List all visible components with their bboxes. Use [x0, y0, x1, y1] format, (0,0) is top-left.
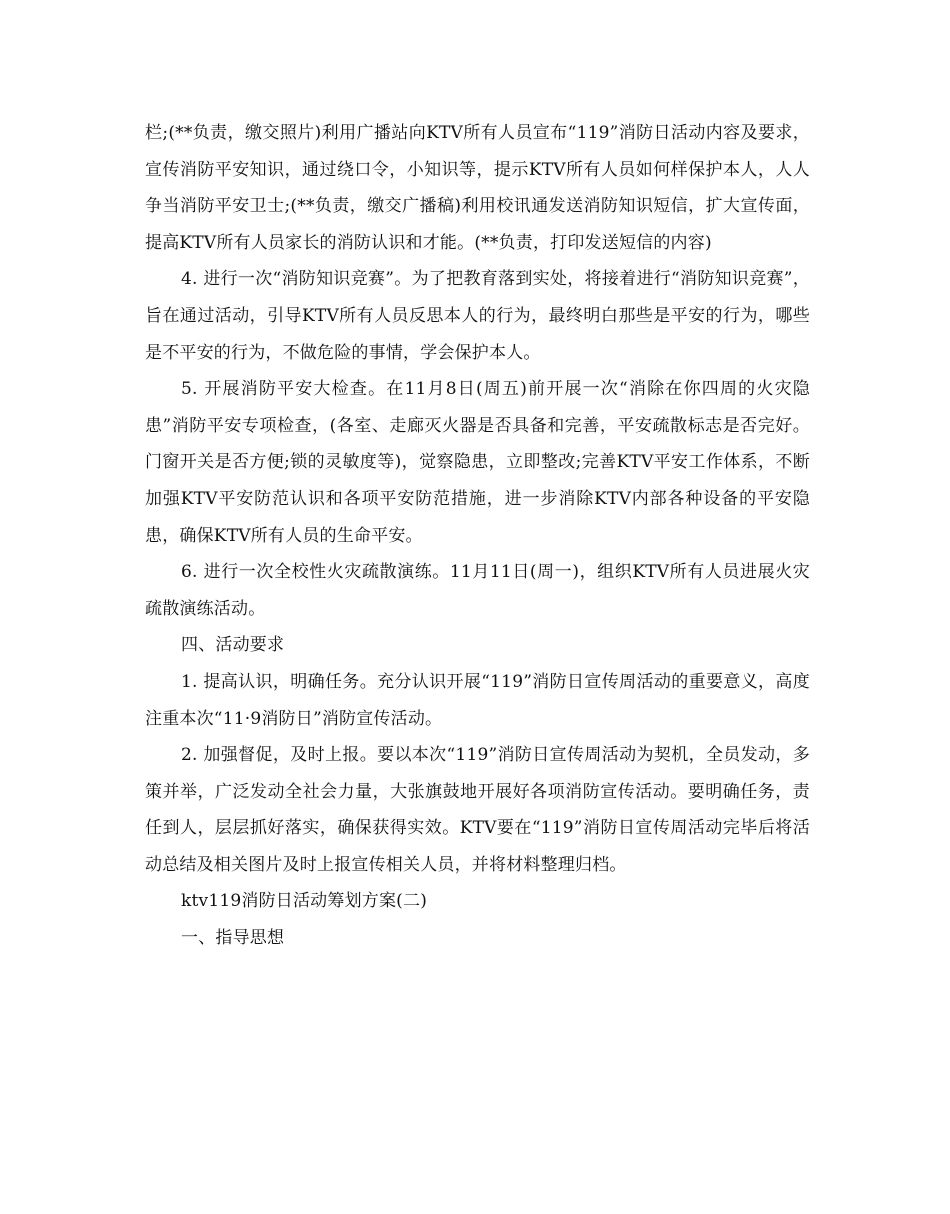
- paragraph-item-6: 6. 进行一次全校性火灾疏散演练。11月11日(周一)，组织KTV所有人员进展火灾疏散演练活动。: [145, 562, 810, 619]
- section-heading-guiding-ideology: 一、指导思想: [181, 928, 285, 949]
- paragraph-item-5: 5. 开展消防平安大检查。在11月8日(周五)前开展一次“消除在你四周的火灾隐患”消防平安专项检查，(各室、走廊灭火器是否具备和完善，平安疏散标志是否完好。门窗开关是否方便;锁的灵敏度等)，觉察隐患，立即整改;完善KTV平安工作体系，不断加强KTV平安防范认识和各项平安防范措施，进一步消除KTV内部各种设备的平安隐患，确保KTV所有人员的生命平安。: [145, 379, 810, 546]
- paragraph-requirement-1: 1. 提高认识，明确任务。充分认识开展“119”消防日宣传周活动的重要意义，高度注重本次“11·9消防日”消防宣传活动。: [145, 671, 810, 729]
- paragraph-item-4: 4. 进行一次“消防知识竞赛”。为了把教育落到实处，将接着进行“消防知识竞赛”，旨在通过活动，引导KTV所有人员反思本人的行为，最终明白那些是平安的行为，哪些是不平安的行为，不做危险的事情，学会保护本人。: [145, 269, 810, 363]
- document-body: [145, 115, 810, 957]
- section-heading-requirements: 四、活动要求: [181, 635, 285, 656]
- paragraph-continuation: 栏;(**负责，缴交照片)利用广播站向KTV所有人员宣布“119”消防日活动内容及要求，宣传消防平安知识，通过绕口令，小知识等，提示KTV所有人员如何样保护本人，人人争当消防平安卫士;(**负责，缴交广播稿)利用校讯通发送消防知识短信，扩大宣传面，提高KTV所有人员家长的消防认识和才能。(**负责，打印发送短信的内容): [145, 123, 810, 253]
- paragraph-requirement-2: 2. 加强督促，及时上报。要以本次“119”消防日宣传周活动为契机，全员发动，多策并举，广泛发动全社会力量，大张旗鼓地开展好各项消防宣传活动。要明确任务，责任到人，层层抓好落实，确保获得实效。KTV要在“119”消防日宣传周活动完毕后将活动总结及相关图片及时上报宣传相关人员，并将材料整理归档。: [145, 745, 810, 875]
- plan-title: ktv119消防日活动筹划方案(二): [181, 891, 428, 912]
